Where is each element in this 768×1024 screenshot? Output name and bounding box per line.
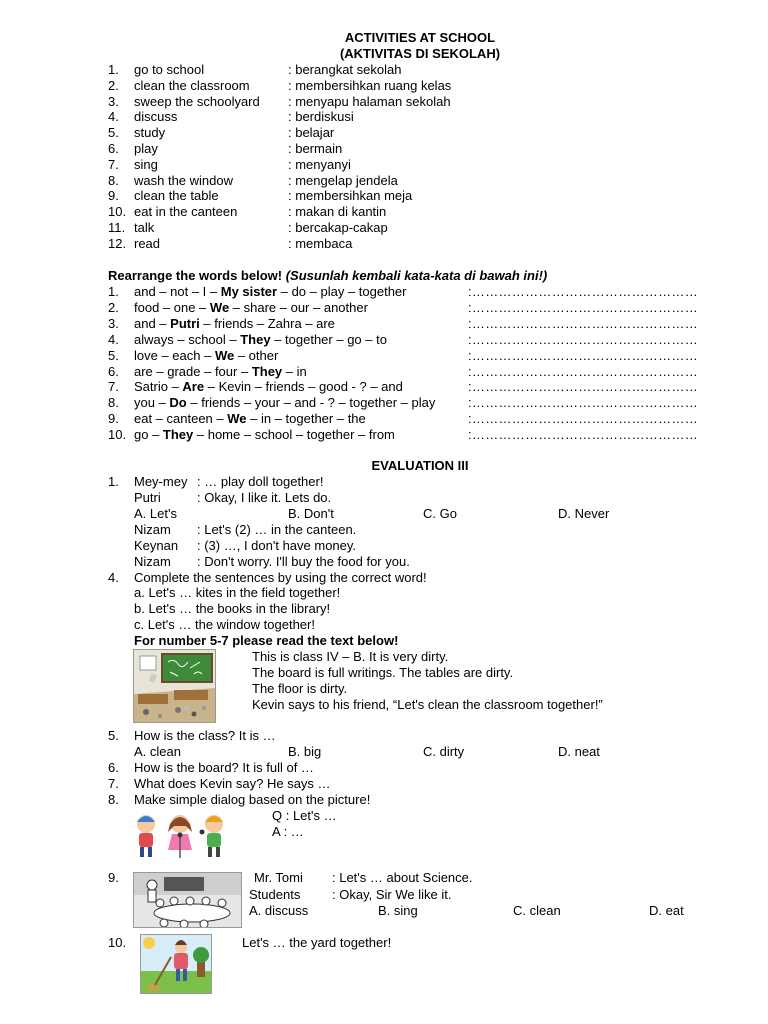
option: D. Never: [558, 506, 610, 521]
dialog-line: : Let's (2) … in the canteen.: [197, 522, 357, 537]
question-text: Make simple dialog based on the picture!: [134, 792, 371, 807]
passage-line: The floor is dirty.: [252, 681, 348, 696]
option: D. neat: [558, 744, 600, 759]
vocab-indonesian: : menyapu halaman sekolah: [288, 93, 451, 109]
rearrange-number: 7.: [108, 379, 119, 395]
sweeping-yard-image: [140, 934, 212, 994]
rearrange-word-part: love – each –: [134, 347, 215, 363]
rearrange-subject: They: [251, 363, 283, 379]
vocab-number: 10.: [108, 204, 127, 220]
vocab-number: 5.: [108, 125, 119, 141]
question-number: 7.: [108, 776, 119, 791]
dialog-speaker: Mey-mey: [134, 474, 188, 489]
answer-line[interactable]: :……………………………………………: [468, 331, 699, 347]
rearrange-number: 10.: [108, 427, 127, 443]
rearrange-number: 8.: [108, 395, 119, 411]
dialog-line: : Okay, I like it. Lets do.: [197, 490, 332, 505]
vocab-english: eat in the canteen: [134, 204, 238, 220]
question-number: 10.: [108, 935, 127, 950]
vocab-indonesian: : bermain: [288, 141, 343, 156]
rearrange-number: 4.: [108, 331, 119, 347]
vocab-english: go to school: [134, 62, 205, 77]
option: C. dirty: [423, 744, 465, 759]
answer-line[interactable]: :……………………………………………: [468, 427, 699, 443]
rearrange-word-part: Satrio –: [134, 379, 183, 395]
rearrange-word-part: – together – go – to: [270, 331, 387, 347]
dialog-line: : (3) …, I don't have money.: [197, 538, 357, 553]
dialog-speaker: Nizam: [134, 522, 171, 537]
vocab-english: study: [134, 125, 166, 141]
rearrange-word-part: and –: [134, 315, 171, 331]
passage-line: The board is full writings. The tables are dirty.: [252, 665, 514, 680]
vocab-english: wash the window: [134, 172, 233, 188]
question-number: 8.: [108, 792, 119, 807]
question-text: How is the class? It is …: [134, 728, 276, 743]
vocab-number: 4.: [108, 109, 119, 125]
vocab-number: 7.: [108, 156, 119, 172]
rearrange-word-part: are – grade – four –: [134, 363, 252, 379]
vocab-english: discuss: [134, 109, 178, 125]
dialog-line: : … play doll together!: [197, 474, 324, 489]
answer-line[interactable]: :……………………………………………: [468, 315, 699, 331]
question-number: 6.: [108, 760, 119, 775]
vocab-english: clean the table: [134, 188, 219, 204]
vocab-indonesian: : menyanyi: [288, 156, 351, 172]
reading-note: For number 5-7 please read the text below!: [134, 633, 399, 648]
vocab-indonesian: : mengelap jendela: [288, 172, 398, 188]
children-singing-image: [130, 812, 232, 858]
passage-line: This is class IV – B. It is very dirty.: [252, 649, 449, 664]
dialog-speaker: Mr. Tomi: [254, 870, 303, 885]
rearrange-word-part: – in – together – the: [246, 411, 366, 427]
rearrange-words: [134, 379, 403, 394]
rearrange-subject: Do: [169, 395, 187, 411]
option: C. Go: [423, 506, 457, 521]
option: A. clean: [134, 744, 181, 759]
rearrange-heading-en: Rearrange the words below!: [108, 268, 283, 283]
sub-question: a. Let's … kites in the field together!: [134, 585, 341, 600]
vocab-number: 9.: [108, 188, 119, 204]
vocab-english: talk: [134, 220, 155, 235]
rearrange-number: 9.: [108, 411, 119, 427]
vocab-indonesian: : berdiskusi: [288, 109, 354, 125]
rearrange-word-part: – share – our – another: [229, 299, 368, 315]
rearrange-word-part: – home – school – together – from: [193, 427, 395, 443]
option: A. discuss: [249, 903, 309, 918]
question-number: 4.: [108, 570, 119, 585]
vocab-number: 11.: [108, 220, 126, 235]
rearrange-heading: [108, 268, 547, 283]
page-title: ACTIVITIES AT SCHOOL: [344, 30, 496, 45]
vocab-number: 3.: [108, 93, 119, 109]
answer-line[interactable]: :……………………………………………: [468, 363, 699, 379]
dialog-speaker: Putri: [134, 490, 161, 505]
sub-question: c. Let's … the window together!: [134, 617, 315, 632]
answer-line[interactable]: :……………………………………………: [468, 299, 699, 315]
rearrange-number: 5.: [108, 347, 119, 363]
rearrange-subject: We: [227, 411, 247, 427]
rearrange-subject: My sister: [220, 284, 278, 299]
rearrange-word-part: eat – canteen –: [134, 411, 228, 427]
page-subtitle: (AKTIVITAS DI SEKOLAH): [339, 46, 501, 61]
vocab-indonesian: : makan di kantin: [288, 204, 387, 220]
option: C. clean: [513, 903, 561, 918]
answer-line[interactable]: :……………………………………………: [468, 411, 699, 427]
dialog-line: : Okay, Sir We like it.: [332, 887, 452, 902]
rearrange-subject: We: [209, 299, 230, 315]
rearrange-word-part: you –: [134, 395, 170, 411]
rearrange-subject: We: [214, 347, 235, 363]
rearrange-words: [134, 411, 366, 426]
rearrange-words: [134, 427, 395, 442]
vocab-indonesian: : membersihkan meja: [288, 188, 413, 204]
answer-line[interactable]: :……………………………………………: [468, 395, 699, 411]
answer-line[interactable]: :……………………………………………: [468, 284, 699, 299]
rearrange-number: 3.: [108, 315, 119, 331]
vocab-english: sweep the schoolyard: [134, 93, 260, 109]
rearrange-word-part: – Kevin – friends – good - ? – and: [204, 379, 403, 395]
dialog-speaker: Students: [249, 887, 301, 902]
rearrange-word-part: food – one –: [134, 299, 210, 315]
vocab-english: play: [134, 141, 158, 156]
vocab-indonesian: : membersihkan ruang kelas: [288, 77, 452, 93]
vocab-number: 12.: [108, 235, 127, 251]
dialog-speaker: Nizam: [134, 554, 171, 569]
rearrange-words: [134, 348, 278, 363]
dialog-line: : Don't worry. I'll buy the food for you.: [197, 554, 410, 569]
rearrange-words: [134, 284, 406, 299]
rearrange-words: [134, 364, 307, 379]
passage-line: Kevin says to his friend, “Let's clean the classroom together!”: [252, 697, 603, 712]
option: A. Let's: [134, 506, 177, 521]
question-text: Let's … the yard together!: [242, 935, 392, 950]
sub-question: b. Let's … the books in the library!: [134, 601, 331, 616]
question-text: How is the board? It is full of …: [134, 760, 314, 775]
option: D. eat: [649, 903, 684, 918]
option: B. sing: [378, 903, 418, 918]
rearrange-word-part: – friends – Zahra – are: [199, 315, 335, 331]
rearrange-word-part: go –: [134, 427, 163, 443]
rearrange-words: [134, 316, 335, 331]
rearrange-number: 1.: [108, 284, 119, 299]
dirty-classroom-image: [133, 649, 216, 723]
vocab-indonesian: : belajar: [288, 125, 335, 141]
rearrange-number: 2.: [108, 299, 119, 315]
question-text: What does Kevin say? He says …: [134, 776, 331, 791]
vocab-number: 6.: [108, 141, 119, 156]
vocab-number: 1.: [108, 62, 119, 77]
rearrange-subject: They: [240, 331, 271, 347]
vocab-english: clean the classroom: [134, 77, 250, 93]
rearrange-word-part: always – school –: [134, 331, 241, 347]
rearrange-subject: They: [162, 427, 194, 443]
answer-line[interactable]: :……………………………………………: [468, 379, 699, 395]
question-number: 1.: [108, 474, 119, 489]
rearrange-word-part: – do – play – together: [277, 284, 407, 299]
evaluation-title: EVALUATION III: [371, 458, 469, 473]
question-number: 9.: [108, 870, 119, 885]
rearrange-word-part: – other: [234, 347, 279, 363]
question-number: 5.: [108, 728, 119, 743]
option: B. big: [288, 744, 322, 759]
vocab-number: 8.: [108, 172, 119, 188]
vocab-number: 2.: [108, 77, 119, 93]
vocab-english: sing: [134, 156, 158, 172]
option: B. Don't: [288, 506, 334, 521]
rearrange-heading-id: (Susunlah kembali kata-kata di bawah ini!): [285, 268, 548, 283]
rearrange-word-part: and – not – I –: [134, 284, 221, 299]
answer-line[interactable]: :……………………………………………: [468, 347, 699, 363]
rearrange-subject: Putri: [170, 315, 200, 331]
rearrange-number: 6.: [108, 363, 119, 379]
class-discussion-image: [133, 872, 242, 928]
dialog-speaker: Keynan: [134, 538, 179, 553]
rearrange-word-part: – friends – your – and - ? – together – play: [186, 395, 436, 411]
vocab-english: read: [134, 235, 161, 251]
rearrange-subject: Are: [182, 379, 205, 395]
dialog-a-line: A : …: [272, 824, 304, 839]
dialog-q-line: Q : Let's …: [272, 808, 337, 823]
vocab-indonesian: : membaca: [288, 235, 353, 251]
question-text: Complete the sentences by using the correct word!: [134, 570, 427, 585]
vocab-indonesian: : berangkat sekolah: [288, 62, 402, 77]
rearrange-words: [134, 332, 387, 347]
dialog-line: : Let's … about Science.: [332, 870, 473, 885]
rearrange-word-part: – in: [282, 363, 307, 379]
rearrange-words: [134, 300, 368, 315]
rearrange-words: [134, 395, 435, 410]
vocab-indonesian: : bercakap-cakap: [288, 220, 388, 235]
